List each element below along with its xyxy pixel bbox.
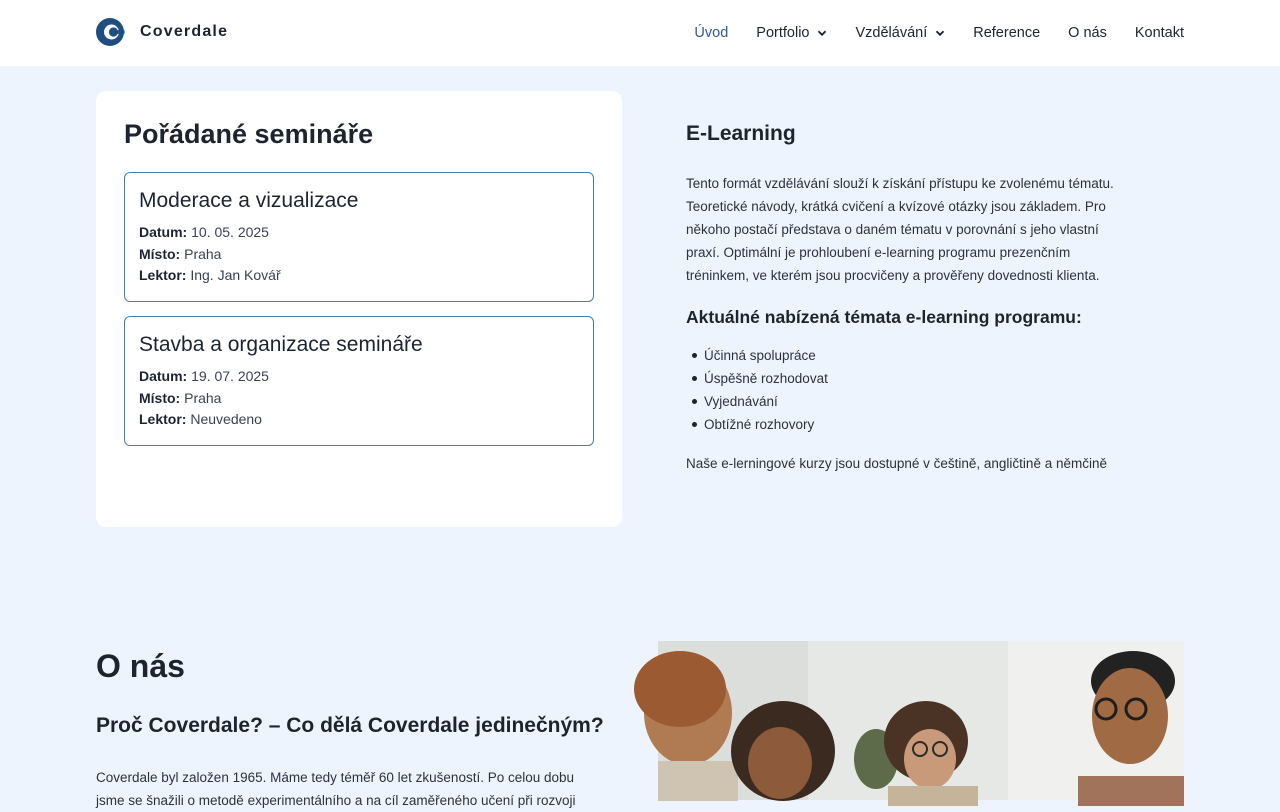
bullet-icon — [692, 399, 697, 404]
topic-label: Účinná spolupráce — [704, 348, 816, 363]
seminar-date — [139, 366, 579, 388]
lecturer-value: Neuvedeno — [190, 411, 262, 427]
place-value: Praha — [184, 245, 222, 262]
brand-name: Coverdale — [140, 23, 229, 40]
nav-label: Portfolio — [756, 25, 810, 41]
chevron-down-icon — [817, 28, 827, 38]
seminar-place — [139, 244, 579, 266]
nav-label: Kontakt — [1134, 25, 1184, 41]
list-item — [692, 413, 1156, 436]
date-label: Datum: — [139, 368, 188, 384]
elearning-section — [686, 122, 1156, 475]
seminar-name: Stavba a organizace semináře — [139, 333, 423, 356]
nav-item-kontakt[interactable] — [1135, 22, 1184, 44]
lecturer-label: Lektor: — [139, 267, 187, 283]
nav-item-reference[interactable] — [973, 22, 1040, 44]
brand-logo[interactable] — [96, 18, 228, 46]
seminars-title: Pořádané semináře — [124, 119, 374, 149]
bullet-icon — [692, 376, 697, 381]
nav-label: O nás — [1068, 25, 1107, 41]
seminar-place — [139, 388, 579, 410]
lecturer-value: Ing. Jan Kovář — [190, 267, 281, 283]
lecturer-label: Lektor: — [139, 411, 187, 427]
bullet-icon — [692, 353, 697, 358]
topic-label: Vyjednávání — [704, 394, 778, 409]
text-line: Teoretické návody, krátká cvičení a kvízové otázky jsou základem. Pro — [686, 199, 1106, 214]
nav-item-portfolio[interactable] — [756, 22, 827, 44]
team-photo — [658, 641, 1184, 800]
text-line: Coverdale byl založen 1965. Máme tedy téměř 60 let zkušeností. Po celou dobu — [96, 770, 575, 785]
nav-item-uvod[interactable] — [694, 22, 728, 44]
chevron-down-icon — [935, 28, 945, 38]
date-value: 10. 05. 2025 — [191, 224, 269, 240]
nav-item-vzdelavani[interactable] — [855, 22, 945, 44]
date-value: 19. 07. 2025 — [191, 368, 269, 384]
text-line: tréninkem, ve kterém jsou procvičeny a prověřeny dovednosti klienta. — [686, 268, 1100, 283]
main-nav — [666, 22, 1184, 44]
list-item — [692, 344, 1156, 367]
elearning-subtitle: Aktuálné nabízená témata e-learning programu: — [686, 307, 1082, 327]
nav-label: Vzdělávání — [855, 25, 928, 41]
seminar-lecturer — [139, 409, 579, 431]
elearning-title: E-Learning — [686, 122, 796, 145]
place-label: Místo: — [139, 389, 181, 406]
list-item — [692, 390, 1156, 413]
seminar-lecturer — [139, 265, 579, 287]
list-item — [692, 367, 1156, 390]
elearning-description — [686, 172, 1156, 287]
text-line: praxí. Optimální je prohloubení e-learning programu prezenčním — [686, 245, 1071, 260]
text-line: Tento formát vzdělávání slouží k získání přístupu ke zvolenému tématu. — [686, 176, 1114, 191]
coverdale-logo-icon — [96, 18, 124, 46]
bullet-icon — [692, 422, 697, 427]
date-label: Datum: — [139, 224, 188, 240]
text-line: jsme se šnažili o metodě experimentálního a na cíl zaměřeného učení při rozvoji — [96, 793, 576, 808]
about-subtitle: Proč Coverdale? – Co dělá Coverdale jedinečným? — [96, 714, 604, 737]
seminar-name: Moderace a vizualizace — [139, 189, 359, 212]
place-label: Místo: — [139, 245, 181, 262]
seminar-card[interactable] — [124, 172, 594, 302]
seminars-card — [96, 91, 622, 527]
topics-list — [692, 344, 1156, 436]
about-text — [96, 766, 610, 812]
topic-label: Úspěšně rozhodovat — [704, 371, 828, 386]
topic-label: Obtížné rozhovory — [704, 417, 815, 432]
place-value: Praha — [184, 389, 222, 406]
site-header — [0, 0, 1280, 66]
nav-label: Úvod — [694, 25, 729, 41]
seminar-card[interactable] — [124, 316, 594, 446]
nav-item-o-nas[interactable] — [1068, 22, 1107, 44]
nav-label: Reference — [973, 25, 1041, 41]
about-title: O nás — [96, 648, 185, 684]
seminar-date — [139, 222, 579, 244]
elearning-footer: Naše e-lerningové kurzy jsou dostupné v češtině, angličtině a němčině — [686, 456, 1107, 471]
text-line: někoho postačí představa o daném tématu v porovnání s jeho vlastní — [686, 222, 1099, 237]
